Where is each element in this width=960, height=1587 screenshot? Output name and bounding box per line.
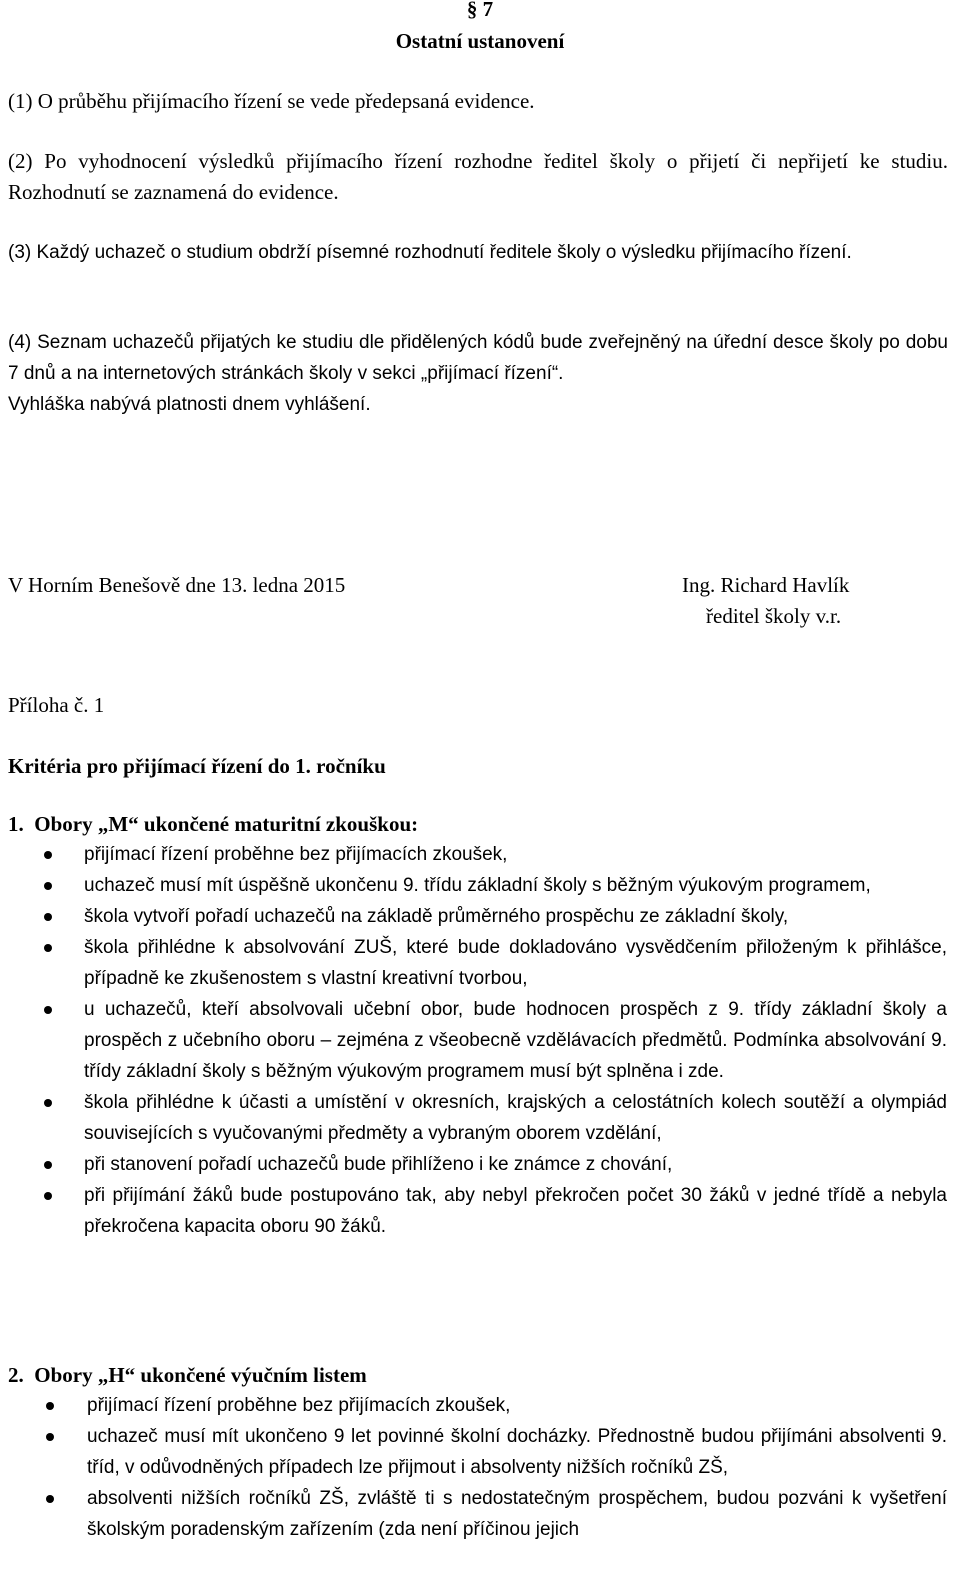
list-item: uchazeč musí mít úspěšně ukončenu 9. třídu základní školy s běžným výukovým programem, [37,870,947,901]
annex-title: Kritéria pro přijímací řízení do 1. ročníku [8,754,386,778]
list-item: škola přihlédne k absolvování ZUŠ, které bude dokladováno vysvědčením přiloženým k přihlášce, případně ke zkušenostem s vlastní kreativní tvorbou, [37,932,947,994]
paragraph-2: (2) Po vyhodnocení výsledků přijímacího řízení rozhodne ředitel školy o přijetí či nepřijetí ke studiu. Rozhodnutí se zaznamená do evidence. [8,149,948,204]
signature-place-date: V Horním Benešově dne 13. ledna 2015 [8,573,346,597]
list-item: absolventi nižších ročníků ZŠ, zvláště ti s nedostatečným prospěchem, budou pozváni k vyšetření školským poradenským zařízením (zda není příčinou jejich [33,1483,947,1545]
paragraph-4: (4) Seznam uchazečů přijatých ke studiu dle přidělených kódů bude zveřejněný na úřední desce školy po dobu 7 dnů a na internetových stránkách školy v sekci „přijímací řízení“. [8,332,948,384]
section-1-list [37,839,947,1242]
validity-statement: Vyhláška nabývá platnosti dnem vyhlášení. [8,394,371,415]
section-symbol: § 7 [466,0,494,21]
list-item: přijímací řízení proběhne bez přijímacích zkoušek, [37,839,947,870]
list-item: uchazeč musí mít ukončeno 9 let povinné školní docházky. Přednostně budou přijímáni absolventi 9. tříd, v odůvodněných případech lze přijmout i absolventy nižších ročníků ZŠ, [33,1421,947,1483]
paragraph-1: (1) O průběhu přijímacího řízení se vede předepsaná evidence. [8,89,535,113]
list-item: přijímací řízení proběhne bez přijímacích zkoušek, [33,1390,947,1421]
section-2-heading: 2. Obory „H“ ukončené výučním listem [8,1363,367,1387]
signature-name: Ing. Richard Havlík [682,573,850,597]
section-2-list [33,1390,947,1545]
list-item: při stanovení pořadí uchazečů bude přihlíženo i ke známce z chování, [37,1149,947,1180]
annex-label: Příloha č. 1 [8,693,105,717]
list-item: při přijímání žáků bude postupováno tak, aby nebyl překročen počet 30 žáků v jedné třídě a nebyla překročena kapacita oboru 90 žáků. [37,1180,947,1242]
list-item: škola vytvoří pořadí uchazečů na základě průměrného prospěchu ze základní školy, [37,901,947,932]
list-item: škola přihlédne k účasti a umístění v okresních, krajských a celostátních kolech soutěží a olympiád souvisejících s vyučovanými předměty a vybraným oborem vzdělání, [37,1087,947,1149]
list-item: u uchazečů, kteří absolvovali učební obor, bude hodnocen prospěch z 9. třídy základní školy a prospěch z učebního oboru – zejména z všeobecně vzdělávacích předmětů. Podmínka absolvování 9. třídy základní školy s běžným výukovým programem musí být splněna i zde. [37,994,947,1087]
section-1-heading: 1. Obory „M“ ukončené maturitní zkouškou: [8,812,419,836]
paragraph-3: (3) Každý uchazeč o studium obdrží písemné rozhodnutí ředitele školy o výsledku přijímacího řízení. [8,242,852,263]
section-title: Ostatní ustanovení [395,29,565,53]
signature-role: ředitel školy v.r. [706,604,842,628]
